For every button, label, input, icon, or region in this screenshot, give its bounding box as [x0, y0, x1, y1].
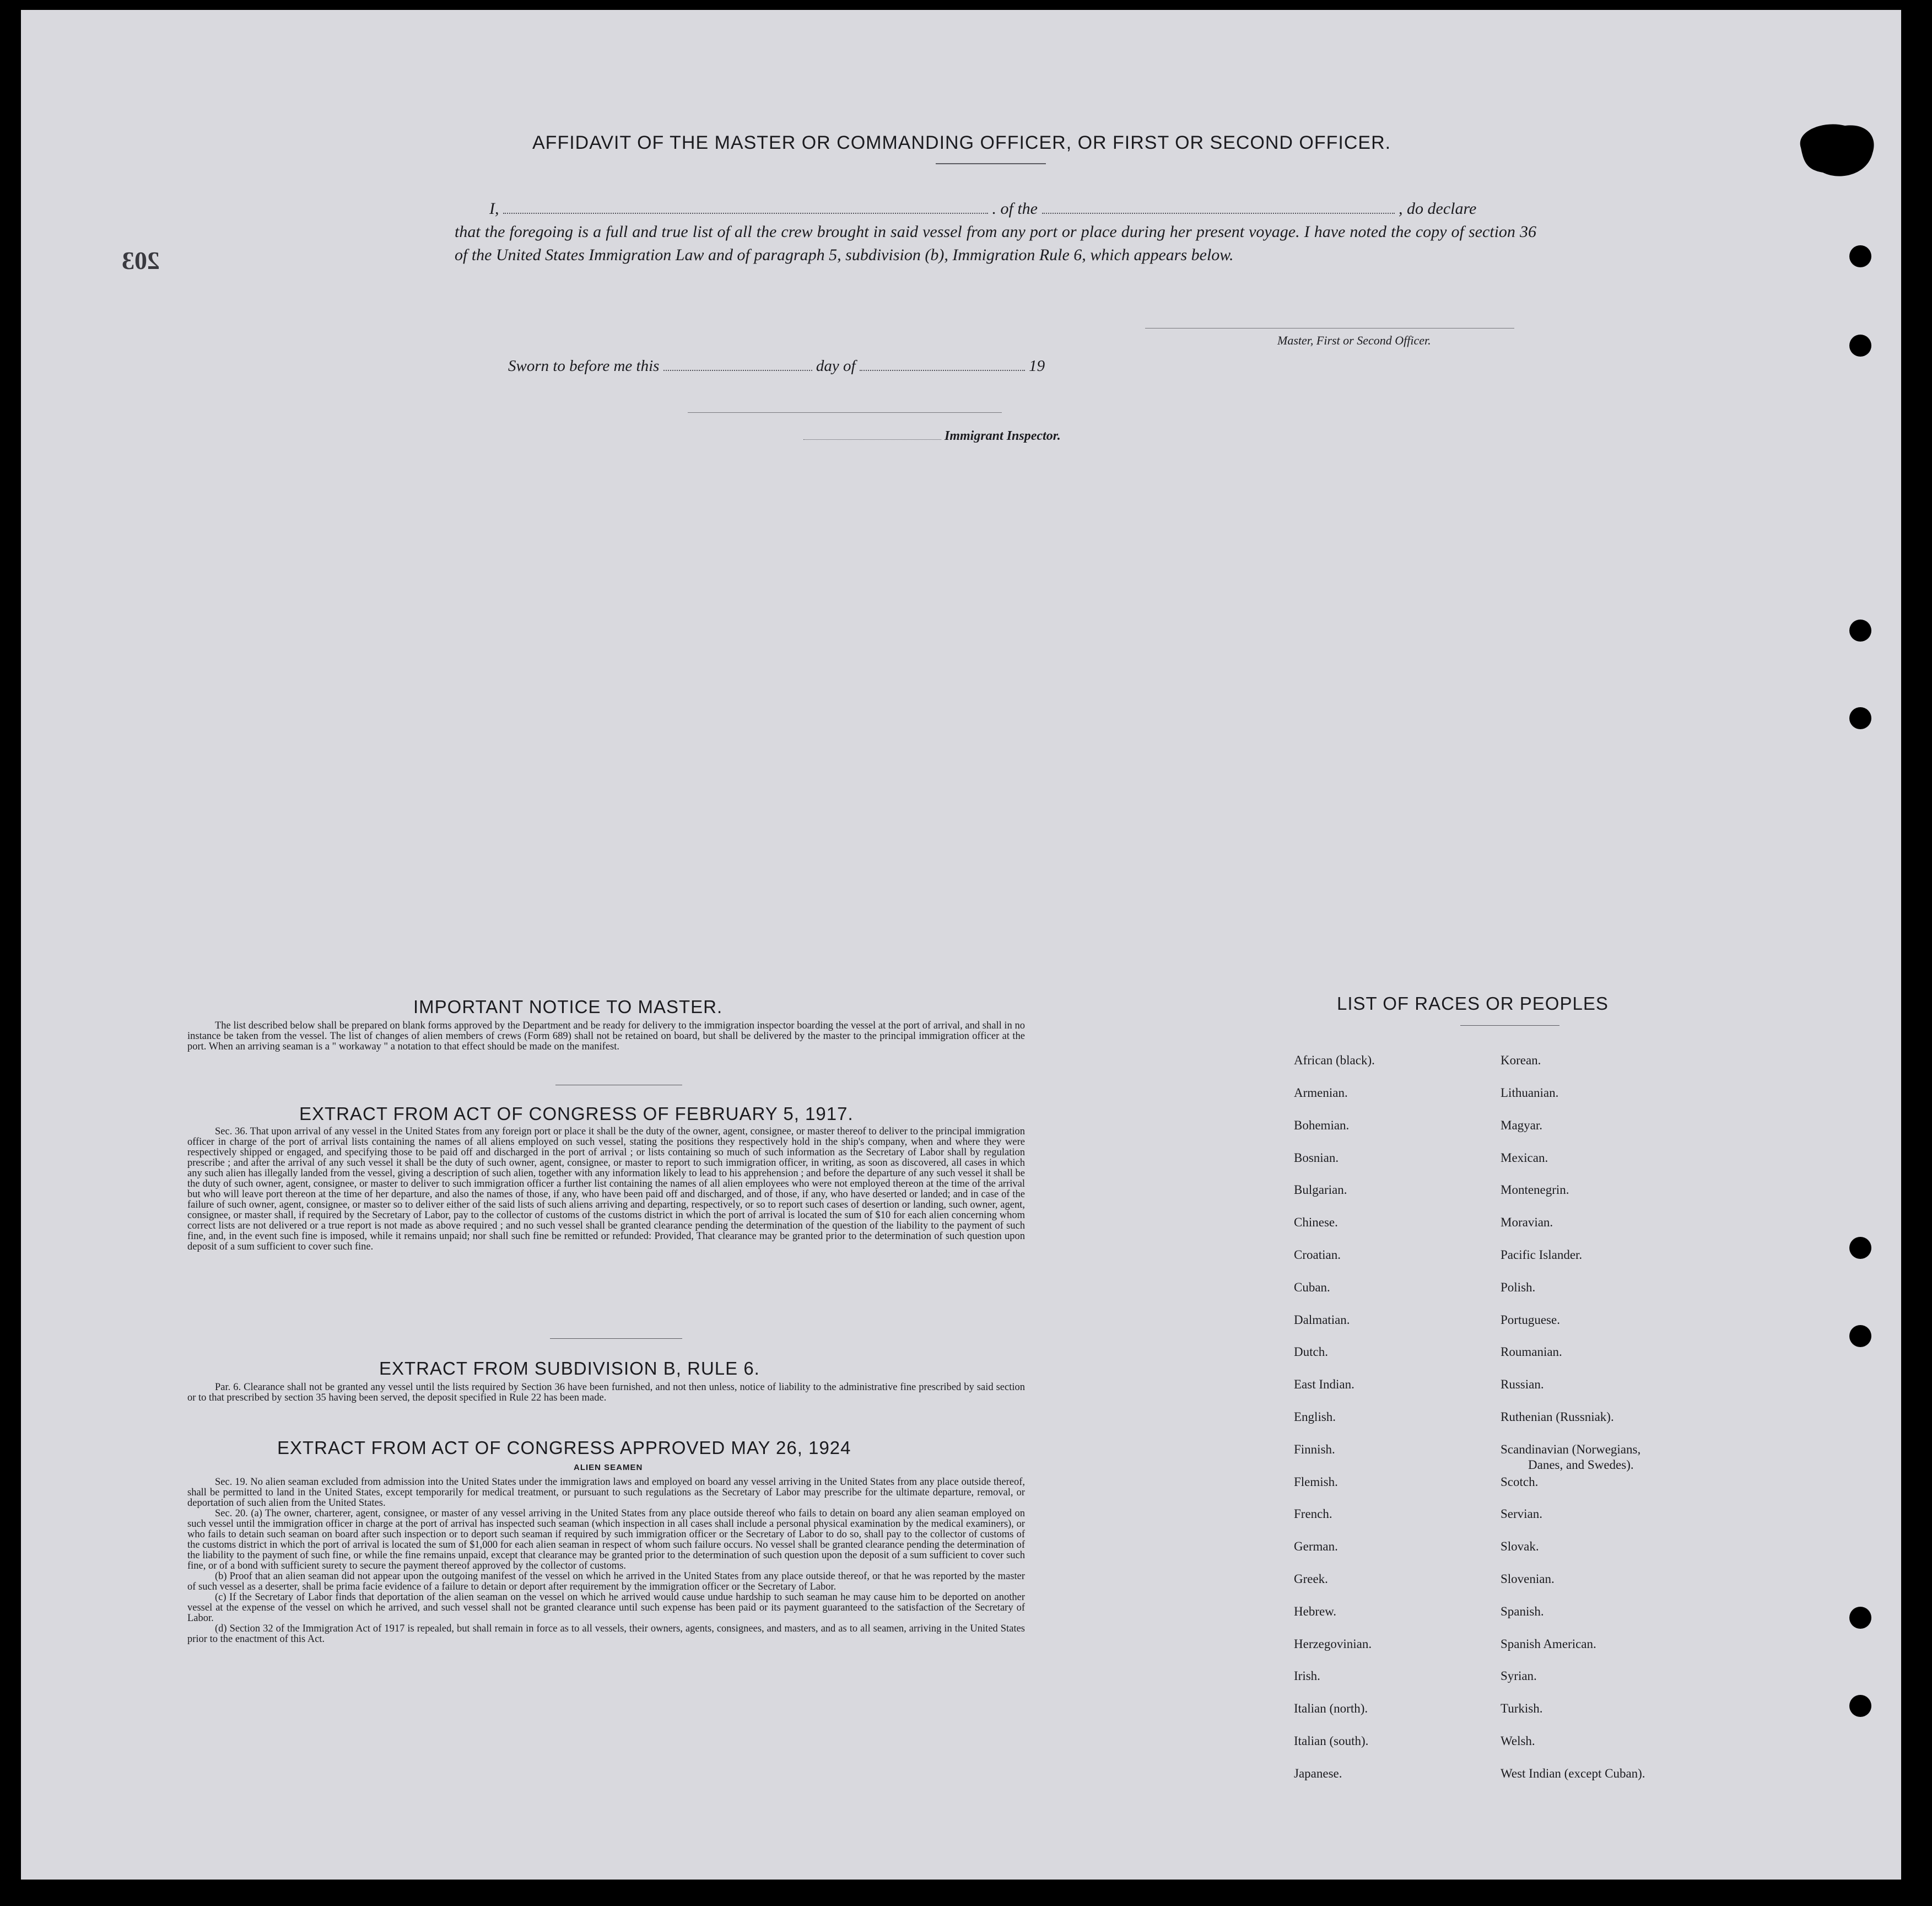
- extract-1924-body: [187, 1477, 1025, 1645]
- punch-hole: [1849, 1695, 1871, 1717]
- race-item: Russian.: [1501, 1377, 1544, 1391]
- race-item: Italian (south).: [1294, 1734, 1369, 1748]
- extract-rule6-text: Par. 6. Clearance shall not be granted any vessel until the lists required by Section 36 have been furnished, and not then unless, notice of liability to the administrative fine prescribed by said section or to that prescribed by section 35 having been served, the deposit specified in Rule 22 has been made.: [187, 1382, 1025, 1403]
- race-item: Slovak.: [1501, 1539, 1539, 1553]
- race-item: Korean.: [1501, 1053, 1541, 1067]
- sworn-day-blank: [663, 370, 812, 371]
- race-item: Ruthenian (Russniak).: [1501, 1410, 1614, 1424]
- inspector-label: Immigrant Inspector.: [945, 429, 1061, 443]
- extract-1924-title: EXTRACT FROM ACT OF CONGRESS APPROVED MAY 26, 1924: [277, 1437, 851, 1458]
- race-item: Cuban.: [1294, 1280, 1330, 1294]
- notice-title: IMPORTANT NOTICE TO MASTER.: [413, 997, 723, 1017]
- race-item: French.: [1294, 1507, 1332, 1521]
- inspector-line: [803, 429, 1061, 444]
- race-item: Bosnian.: [1294, 1151, 1339, 1165]
- punch-hole: [1849, 245, 1871, 267]
- race-item: Croatian.: [1294, 1248, 1341, 1262]
- race-item: Portuguese.: [1501, 1313, 1560, 1327]
- document-page: [21, 10, 1901, 1880]
- extract-1917-title: EXTRACT FROM ACT OF CONGRESS OF FEBRUARY 5, 1917.: [299, 1103, 854, 1124]
- sec20c-text: (c) If the Secretary of Labor finds that deportation of the alien seaman on the vessel on which he arrived would cause undue hardship to such seaman he may cause him to be deported on another vessel at the expense of the vessel on which he arrived, and such vessel shall not be granted clearance until such expense has been paid or its payment guaranteed to the satisfaction of the Secretary of Labor.: [187, 1592, 1025, 1624]
- race-item: Mexican.: [1501, 1151, 1548, 1165]
- race-item: English.: [1294, 1410, 1336, 1424]
- race-item: East Indian.: [1294, 1377, 1354, 1391]
- race-item: Armenian.: [1294, 1086, 1348, 1100]
- sec20b-text: (b) Proof that an alien seaman did not appear upon the outgoing manifest of the vessel on which he arrived in the United States from any place outside thereof, or that he was reported by the master of such vessel as a deserter, shall be prima facie evidence of a failure to detain or deport after requirement by the immigration officer or the Secretary of Labor.: [187, 1571, 1025, 1592]
- race-item: Flemish.: [1294, 1475, 1338, 1489]
- race-item: Dalmatian.: [1294, 1313, 1350, 1327]
- race-item: Welsh.: [1501, 1734, 1535, 1748]
- i-label: I,: [489, 200, 499, 218]
- name-blank: [503, 213, 988, 214]
- race-item: Scotch.: [1501, 1475, 1539, 1489]
- race-item: Greek.: [1294, 1572, 1328, 1586]
- punch-hole: [1849, 1607, 1871, 1629]
- of-the-label: . of the: [992, 200, 1038, 218]
- race-item: Irish.: [1294, 1669, 1320, 1683]
- vessel-blank: [1042, 213, 1395, 214]
- sworn-month-blank: [860, 370, 1025, 371]
- affidavit-first-line: [489, 197, 1536, 220]
- race-item: Servian.: [1501, 1507, 1543, 1521]
- affidavit-declaration: that the foregoing is a full and true list of all the crew brought in said vessel from any port or place during her present voyage. I have noted the copy of section 36 of the United States Immigration Law and of paragraph 5, subdivision (b), Immigration Rule 6, which appears below.: [455, 223, 1536, 264]
- race-item: Spanish.: [1501, 1605, 1544, 1618]
- ink-blot-mark: [1790, 115, 1884, 186]
- extract-1917-divider: [550, 1338, 682, 1339]
- sec19-text: Sec. 19. No alien seaman excluded from admission into the United States under the immigration laws and employed on board any vessel arriving in the United States from any place outside thereof, shall be permitted to land in the United States, except temporarily for medical treatment, or pursuant to such regulations as the Secretary of Labor may prescribe for the ultimate departure, removal, or deportation of such alien from the United States.: [187, 1477, 1025, 1509]
- punch-hole: [1849, 1325, 1871, 1347]
- race-item: Chinese.: [1294, 1215, 1338, 1229]
- punch-hole: [1849, 620, 1871, 642]
- race-item: Bulgarian.: [1294, 1183, 1347, 1197]
- title-divider: [936, 163, 1046, 164]
- extract-1924-subtitle: ALIEN SEAMEN: [574, 1463, 643, 1472]
- races-divider: [1460, 1025, 1559, 1026]
- year-label: 19: [1029, 357, 1045, 375]
- race-item: Dutch.: [1294, 1345, 1328, 1359]
- race-item: African (black).: [1294, 1053, 1375, 1067]
- race-item: Scandinavian (Norwegians,: [1501, 1442, 1641, 1456]
- sworn-label: Sworn to before me this: [508, 357, 660, 375]
- do-declare-label: , do declare: [1399, 200, 1477, 218]
- signature-label: Master, First or Second Officer.: [1277, 333, 1431, 347]
- sworn-line: [508, 357, 1045, 375]
- race-item: West Indian (except Cuban).: [1501, 1767, 1645, 1780]
- race-item: Herzegovinian.: [1294, 1637, 1372, 1651]
- races-title: LIST OF RACES OR PEOPLES: [1337, 993, 1609, 1014]
- day-of-label: day of: [816, 357, 856, 375]
- race-item: Finnish.: [1294, 1442, 1335, 1456]
- race-item-continued: Danes, and Swedes).: [1528, 1458, 1634, 1472]
- punch-hole: [1849, 335, 1871, 357]
- race-item: Hebrew.: [1294, 1605, 1337, 1618]
- margin-number: 203: [122, 246, 160, 274]
- race-item: Italian (north).: [1294, 1702, 1368, 1715]
- race-item: Roumanian.: [1501, 1345, 1562, 1359]
- notice-text: The list described below shall be prepared on blank forms approved by the Department and be ready for delivery to the immigration inspector boarding the vessel at the port of arrival, and shall in no instance be taken from the vessel. The list of changes of alien members of crews (Form 689) shall not be retained on board, but shall be delivered by the master to the principal immigration officer at the port. When an arriving seaman is a " workaway " a notation to that effect should be made on the manifest.: [187, 1020, 1025, 1052]
- race-item: Slovenian.: [1501, 1572, 1555, 1586]
- race-item: Japanese.: [1294, 1767, 1342, 1780]
- race-item: German.: [1294, 1539, 1338, 1553]
- race-item: Syrian.: [1501, 1669, 1537, 1683]
- race-item: Lithuanian.: [1501, 1086, 1559, 1100]
- race-item: Turkish.: [1501, 1702, 1543, 1715]
- affidavit-title: AFFIDAVIT OF THE MASTER OR COMMANDING OFFICER, OR FIRST OR SECOND OFFICER.: [532, 132, 1391, 153]
- race-item: Montenegrin.: [1501, 1183, 1569, 1197]
- race-item: Pacific Islander.: [1501, 1248, 1583, 1262]
- punch-hole: [1849, 707, 1871, 729]
- race-item: Magyar.: [1501, 1118, 1543, 1132]
- inspector-upper-line: [688, 412, 1002, 413]
- signature-line: [1145, 328, 1514, 329]
- extract-rule6-title: EXTRACT FROM SUBDIVISION B, RULE 6.: [379, 1358, 760, 1379]
- sec20a-text: Sec. 20. (a) The owner, charterer, agent, consignee, or master of any vessel arriving in the United States from any place outside thereof who fails to detain on board any alien seaman employed on such vessel until the immigration officer in charge at the port of arrival has inspected such seaman (which inspection in all cases shall include a personal physical examination by the medical examiners), or who fails to detain such seaman on board after such inspection or to deport such seaman if required by such immigration officer or the Secretary of Labor to do so, shall pay to the collector of customs of the customs district in which the port of arrival is located the sum of $1,000 for each alien seaman in respect of whom such failure occurs. No vessel shall be granted clearance pending the determination of the liability to the payment of such fine, or while the fine remains unpaid, except that clearance may be granted prior to the determination of such question upon the deposit of a sum sufficient to cover such fine, or of a bond with sufficient surety to secure the payment thereof approved by the collector of customs.: [187, 1508, 1025, 1571]
- punch-hole: [1849, 1237, 1871, 1259]
- extract-1917-text: Sec. 36. That upon arrival of any vessel in the United States from any foreign port or place it shall be the duty of the owner, agent, consignee, or master thereof to deliver to the principal immigration officer in charge of the port of arrival lists containing the names of all aliens employed on such vessel, stating the positions they respectively hold in the ship's company, when and where they were respectively shipped or engaged, and specifying those to be paid off and discharged in the port of arrival ; or lists containing so much of such information as the Secretary of Labor shall by regulation prescribe ; and after the arrival of any such vessel it shall be the duty of such owner, agent, consignee, or master to report to such immigration officer, in writing, as soon as discovered, all cases in which any such alien has illegally landed from the vessel, giving a description of such alien, together with any information likely to lead to his apprehension ; and before the departure of any such vessel it shall be the duty of such owner, agent, consignee, or master to deliver to such immigration officer a further list containing the names of all alien employees who were not employed thereon at the time of the arrival but who will leave port thereon at the time of her departure, and also the names of those, if any, who have been paid off and discharged, and of those, if any, who have deserted or landed; and in case of the failure of such owner, agent, consignee, or master so to deliver either of the said lists of such aliens arriving and departing, respectively, or so to report such cases of desertion or landing, such owner, agent, consignee, or master shall, if required by the Secretary of Labor, pay to the collector of customs of the customs district in which the port of arrival is located the sum of $10 for each alien concerning whom correct lists are not delivered or a true report is not made as above required ; and no such vessel shall be granted clearance pending the determination of the question of the liability to the payment of such fine, and, in the event such fine is imposed, while it remains unpaid; nor shall such fine be remitted or refunded: Provided, That clearance may be granted prior to the determination of such question upon deposit of a sum sufficient to cover such fine.: [187, 1126, 1025, 1252]
- race-item: Bohemian.: [1294, 1118, 1350, 1132]
- race-item: Polish.: [1501, 1280, 1536, 1294]
- sec20d-text: (d) Section 32 of the Immigration Act of 1917 is repealed, but shall remain in force as to all vessels, their owners, agents, consignees, and masters, and as to all seamen, arriving in the United States prior to the enactment of this Act.: [187, 1623, 1025, 1645]
- race-item: Spanish American.: [1501, 1637, 1596, 1651]
- race-item: Moravian.: [1501, 1215, 1553, 1229]
- inspector-blank: [803, 439, 941, 440]
